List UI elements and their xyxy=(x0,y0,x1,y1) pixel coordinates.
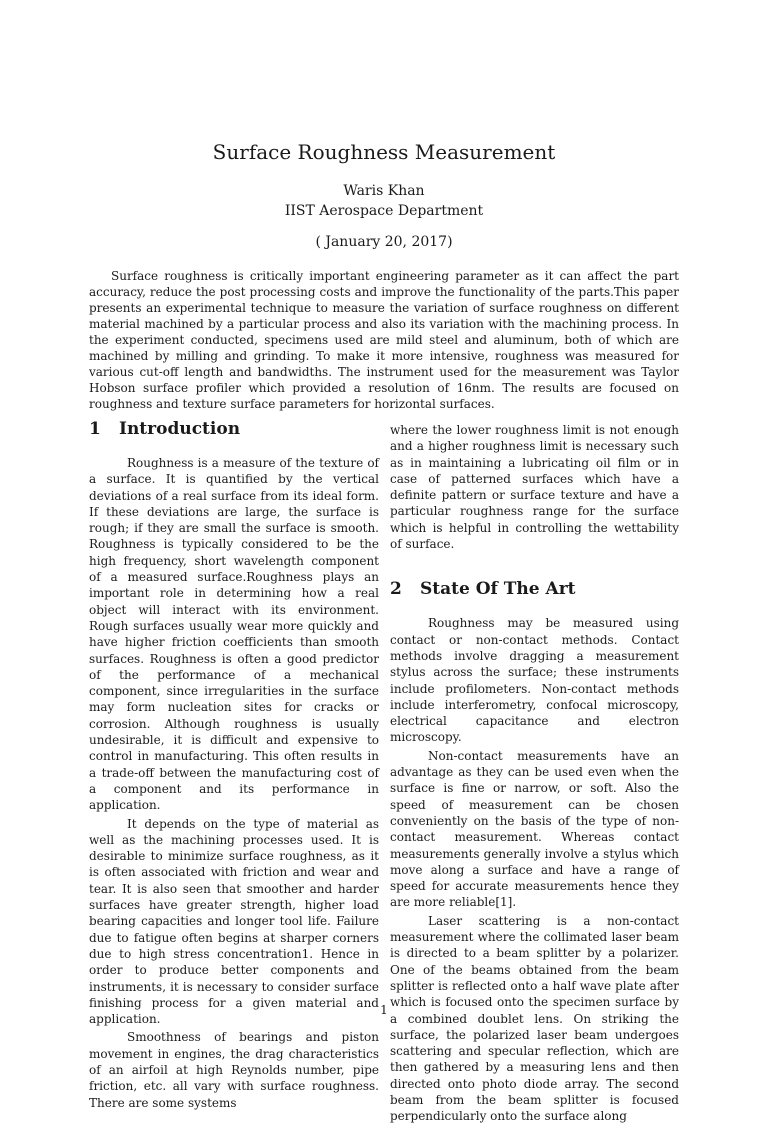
section-heading-introduction xyxy=(89,417,379,441)
paragraph: Roughness is a measure of the texture of a surface. It is quantified by the vertical deviations of a real surface from its ideal form. If these deviations are large, the surface is rough; if they are small the surface is smooth. Roughness is typically considered to be the high frequency, short wavelength component of a measured surface.Roughness plays an important role in determining how a real object will interact with its environment. Rough surfaces usually wear more quickly and have higher friction coefficients than smooth surfaces. Roughness is often a good predictor of the performance of a mechanical component, since irregularities in the surface may form nucleation sites for cracks or corrosion. Although roughness is usually undesirable, it is difficult and expensive to control in manufacturing. This often results in a trade-off between the manufacturing cost of a component and its performance in application. xyxy=(89,456,379,813)
section-heading-state-of-the-art xyxy=(390,577,679,601)
author-name: Waris Khan xyxy=(343,183,425,199)
section-title: State Of The Art xyxy=(420,579,576,600)
section-number: 1 xyxy=(89,419,101,439)
paragraph: Roughness may be measured using contact or non-contact methods. Contact methods involve dragging a measurement stylus across the surface; these instruments include profilometers. Non-contact methods include interferometry, confocal microscopy, electrical capacitance and electron microscopy. xyxy=(390,616,679,745)
paragraph: Smoothness of bearings and piston movement in engines, the drag characteristics of an airfoil at high Reynolds number, pipe friction, etc. all vary with surface roughness. There are some systems xyxy=(89,1030,379,1110)
paragraph-continued: where the lower roughness limit is not enough and a higher roughness limit is necessary such as in maintaining a lubricating oil film or in case of patterned surfaces which have a definite pattern or surface texture and have a particular roughness range for the surface which is helpful in controlling the wettability of surface. xyxy=(390,423,679,552)
paragraph: It depends on the type of material as well as the machining processes used. It is desirable to minimize surface roughness, as it is often associated with friction and wear and tear. It is also seen that smoother and harder surfaces have greater strength, higher load bearing capacities and longer tool life. Failure due to fatigue often begins at sharper corners due to high stress concentration1. Hence in order to produce better components and instruments, it is necessary to consider surface finishing process for a given material and application. xyxy=(89,816,379,1027)
page-number: 1 xyxy=(380,1003,388,1017)
paragraph: Laser scattering is a non-contact measurement where the collimated laser beam is directed to a beam splitter by a polarizer. One of the beams obtained from the beam splitter is reflected onto a half wave plate after which is focused onto the specimen surface by a combined doublet lens. On striking the surface, the polarized laser beam undergoes scattering and specular reflection, which are then gathered by a measuring lens and then directed onto photo diode array. The second beam from the beam splitter is focused perpendicularly onto the surface along xyxy=(390,913,679,1124)
paper-title: Surface Roughness Measurement xyxy=(212,140,556,164)
right-column xyxy=(390,422,679,1125)
section-number: 2 xyxy=(390,579,402,600)
section-title: Introduction xyxy=(119,419,241,439)
abstract: Surface roughness is critically important engineering parameter as it can affect the part accuracy, reduce the post processing costs and improve the functionality of the parts.This paper presents an experimental technique to measure the variation of surface roughness on different material machined by a particular process and also its variation with the machining process. In the experiment conducted, specimens used are mild steel and aluminum, both of which are machined by milling and grinding. To make it more intensive, roughness was measured for various cut-off length and bandwidths. The instrument used for the measurement was Taylor Hobson surface profiler which provided a resolution of 16nm. The results are focused on roughness and texture surface parameters for horizontal surfaces. xyxy=(89,269,679,411)
paper-date: ( January 20, 2017) xyxy=(315,234,453,250)
author-affiliation: IIST Aerospace Department xyxy=(284,203,484,219)
paragraph: Non-contact measurements have an advantage as they can be used even when the surface is fine or narrow, or soft. Also the speed of measurement can be chosen conveniently on the basis of the type of non-contact measurement. Whereas contact measurements generally involve a stylus which move along a surface and have a range of speed for accurate measurements hence they are more reliable[1]. xyxy=(390,748,679,910)
